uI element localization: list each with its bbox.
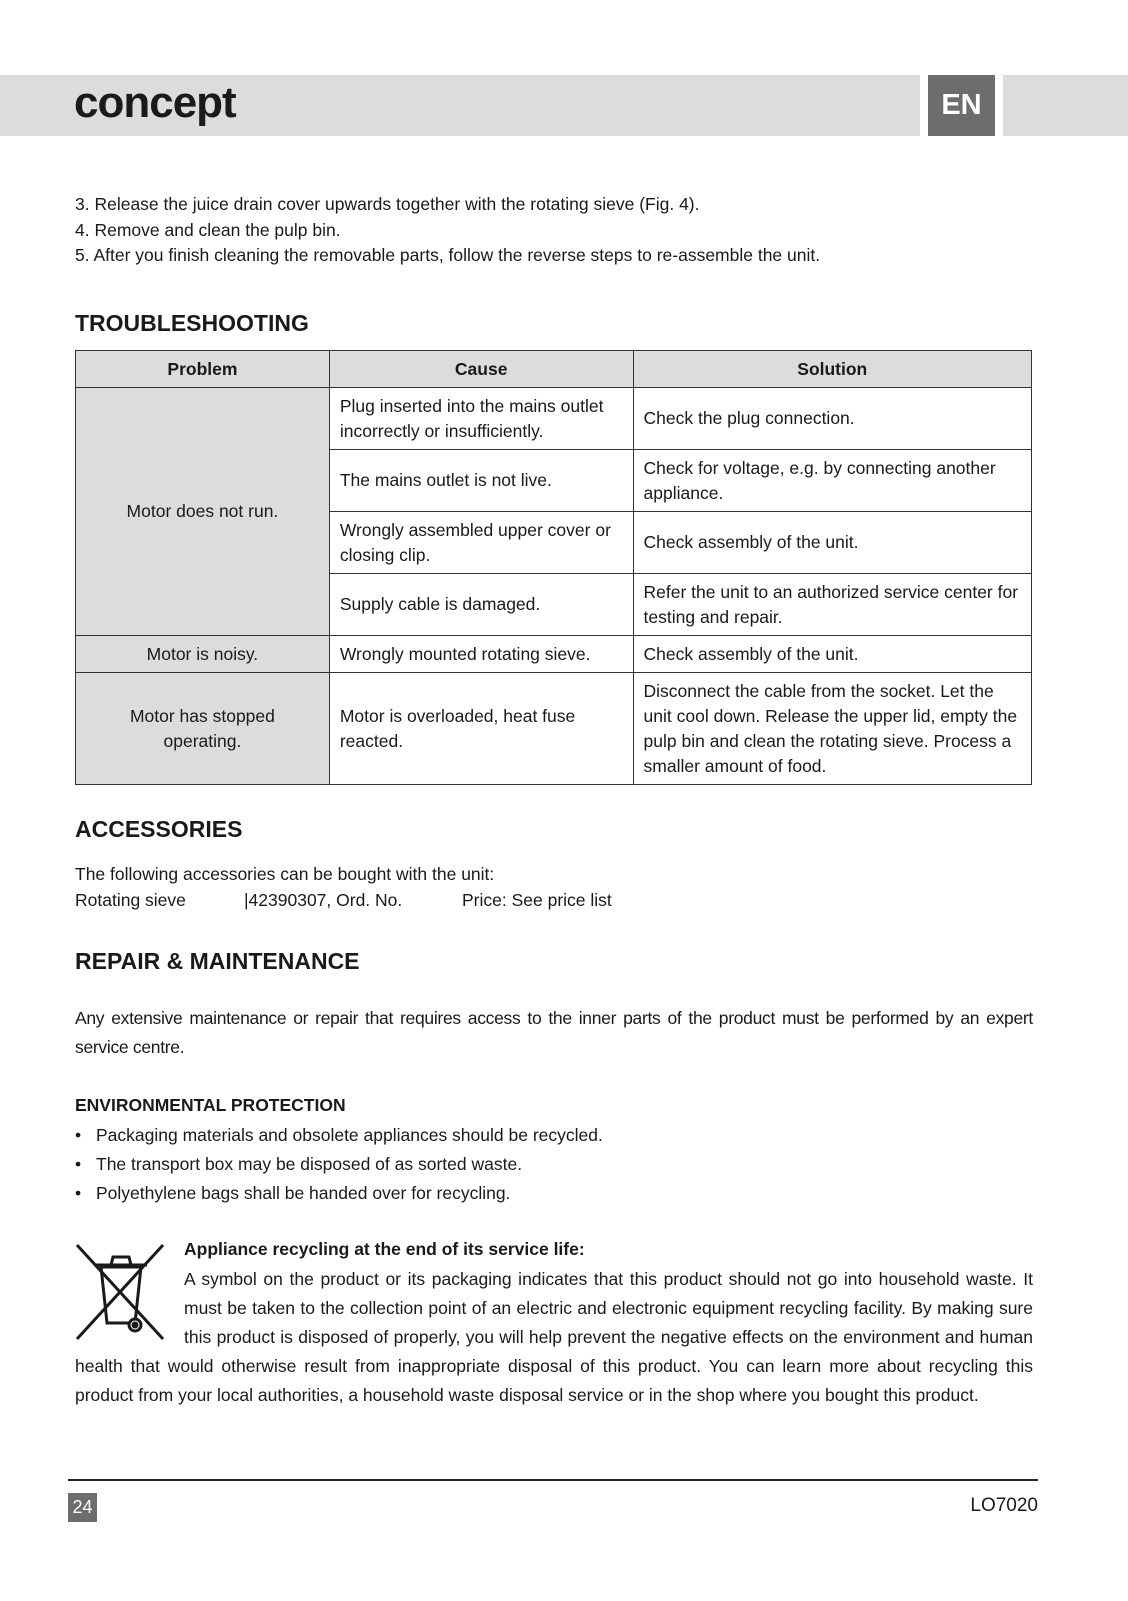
recycling-heading: Appliance recycling at the end of its service life: xyxy=(184,1239,585,1259)
accessory-row xyxy=(75,888,612,914)
table-header-row xyxy=(76,351,1032,388)
bullet-text: The transport box may be disposed of as sorted waste. xyxy=(96,1154,523,1174)
header-divider xyxy=(920,75,928,136)
solution-cell: Disconnect the cable from the socket. Let the unit cool down. Release the upper lid, empty the pulp bin and clean the rotating sieve. Process a smaller amount of food. xyxy=(633,673,1031,785)
accessories-intro: The following accessories can be bought with the unit: xyxy=(75,864,495,884)
repair-text: Any extensive maintenance or repair that requires access to the inner parts of the product must be performed by an expert service centre. xyxy=(75,1008,1033,1057)
cause-cell: Plug inserted into the mains outlet incorrectly or insufficiently. xyxy=(329,388,633,450)
list-item: • The transport box may be disposed of as sorted waste. xyxy=(75,1154,523,1174)
language-badge: EN xyxy=(928,75,995,136)
table-row xyxy=(76,388,1032,450)
table-row xyxy=(76,673,1032,785)
solution-cell: Check for voltage, e.g. by connecting another appliance. xyxy=(633,450,1031,512)
troubleshooting-heading: TROUBLESHOOTING xyxy=(75,310,309,336)
step-item: 4. Remove and clean the pulp bin. xyxy=(75,219,341,240)
recycling-text: A symbol on the product or its packaging indicates that this product should not go into household waste. It must be taken to the collection point of an electric and electronic equipment recycling facility. By making sure this product is disposed of properly, you will help prevent the negative effects on the environment and human health that would otherwise result from inappropriate disposal of this product. You can learn more about recycling this product from your local authorities, a household waste disposal service or in the shop where you bought this product. xyxy=(75,1269,1033,1405)
accessory-name: Rotating sieve xyxy=(75,889,186,910)
footer-rule xyxy=(68,1479,1038,1481)
cause-cell: Wrongly mounted rotating sieve. xyxy=(329,636,633,673)
accessories-heading: ACCESSORIES xyxy=(75,816,243,842)
accessory-code: |42390307, Ord. No. xyxy=(244,889,403,910)
cause-cell: Wrongly assembled upper cover or closing clip. xyxy=(329,512,633,574)
cleaning-steps xyxy=(75,192,820,269)
column-header-cause: Cause xyxy=(329,351,633,388)
repair-heading: REPAIR & MAINTENANCE xyxy=(75,948,360,974)
model-number: LO7020 xyxy=(970,1495,1038,1516)
problem-cell: Motor is noisy. xyxy=(76,636,330,673)
cause-cell: Motor is overloaded, heat fuse reacted. xyxy=(329,673,633,785)
cause-cell: The mains outlet is not live. xyxy=(329,450,633,512)
header-divider xyxy=(995,75,1003,136)
column-header-problem: Problem xyxy=(76,351,330,388)
troubleshooting-table xyxy=(75,350,1032,785)
accessory-price: Price: See price list xyxy=(462,889,612,910)
list-item: • Packaging materials and obsolete appliances should be recycled. xyxy=(75,1125,603,1145)
solution-cell: Check the plug connection. xyxy=(633,388,1031,450)
cause-cell: Supply cable is damaged. xyxy=(329,574,633,636)
list-item: • Polyethylene bags shall be handed over for recycling. xyxy=(75,1183,511,1203)
recycling-paragraph xyxy=(75,1265,1033,1410)
bullet-text: Polyethylene bags shall be handed over for recycling. xyxy=(96,1183,511,1203)
column-header-solution: Solution xyxy=(633,351,1031,388)
icon-spacer xyxy=(75,1265,184,1352)
problem-cell: Motor does not run. xyxy=(76,388,330,636)
solution-cell: Check assembly of the unit. xyxy=(633,636,1031,673)
environment-bullets xyxy=(75,1121,603,1208)
solution-cell: Refer the unit to an authorized service center for testing and repair. xyxy=(633,574,1031,636)
brand-logo: concept xyxy=(74,78,236,127)
step-item: 5. After you finish cleaning the removable parts, follow the reverse steps to re-assemble the unit. xyxy=(75,245,821,265)
step-item: 3. Release the juice drain cover upwards together with the rotating sieve (Fig. 4). xyxy=(75,194,700,214)
solution-cell: Check assembly of the unit. xyxy=(633,512,1031,574)
problem-cell: Motor has stopped operating. xyxy=(76,673,330,785)
environment-heading: ENVIRONMENTAL PROTECTION xyxy=(75,1095,346,1115)
table-row xyxy=(76,636,1032,673)
page-number: 24 xyxy=(68,1493,97,1522)
bullet-text: Packaging materials and obsolete appliances should be recycled. xyxy=(96,1125,603,1145)
accessories-section xyxy=(75,862,612,913)
